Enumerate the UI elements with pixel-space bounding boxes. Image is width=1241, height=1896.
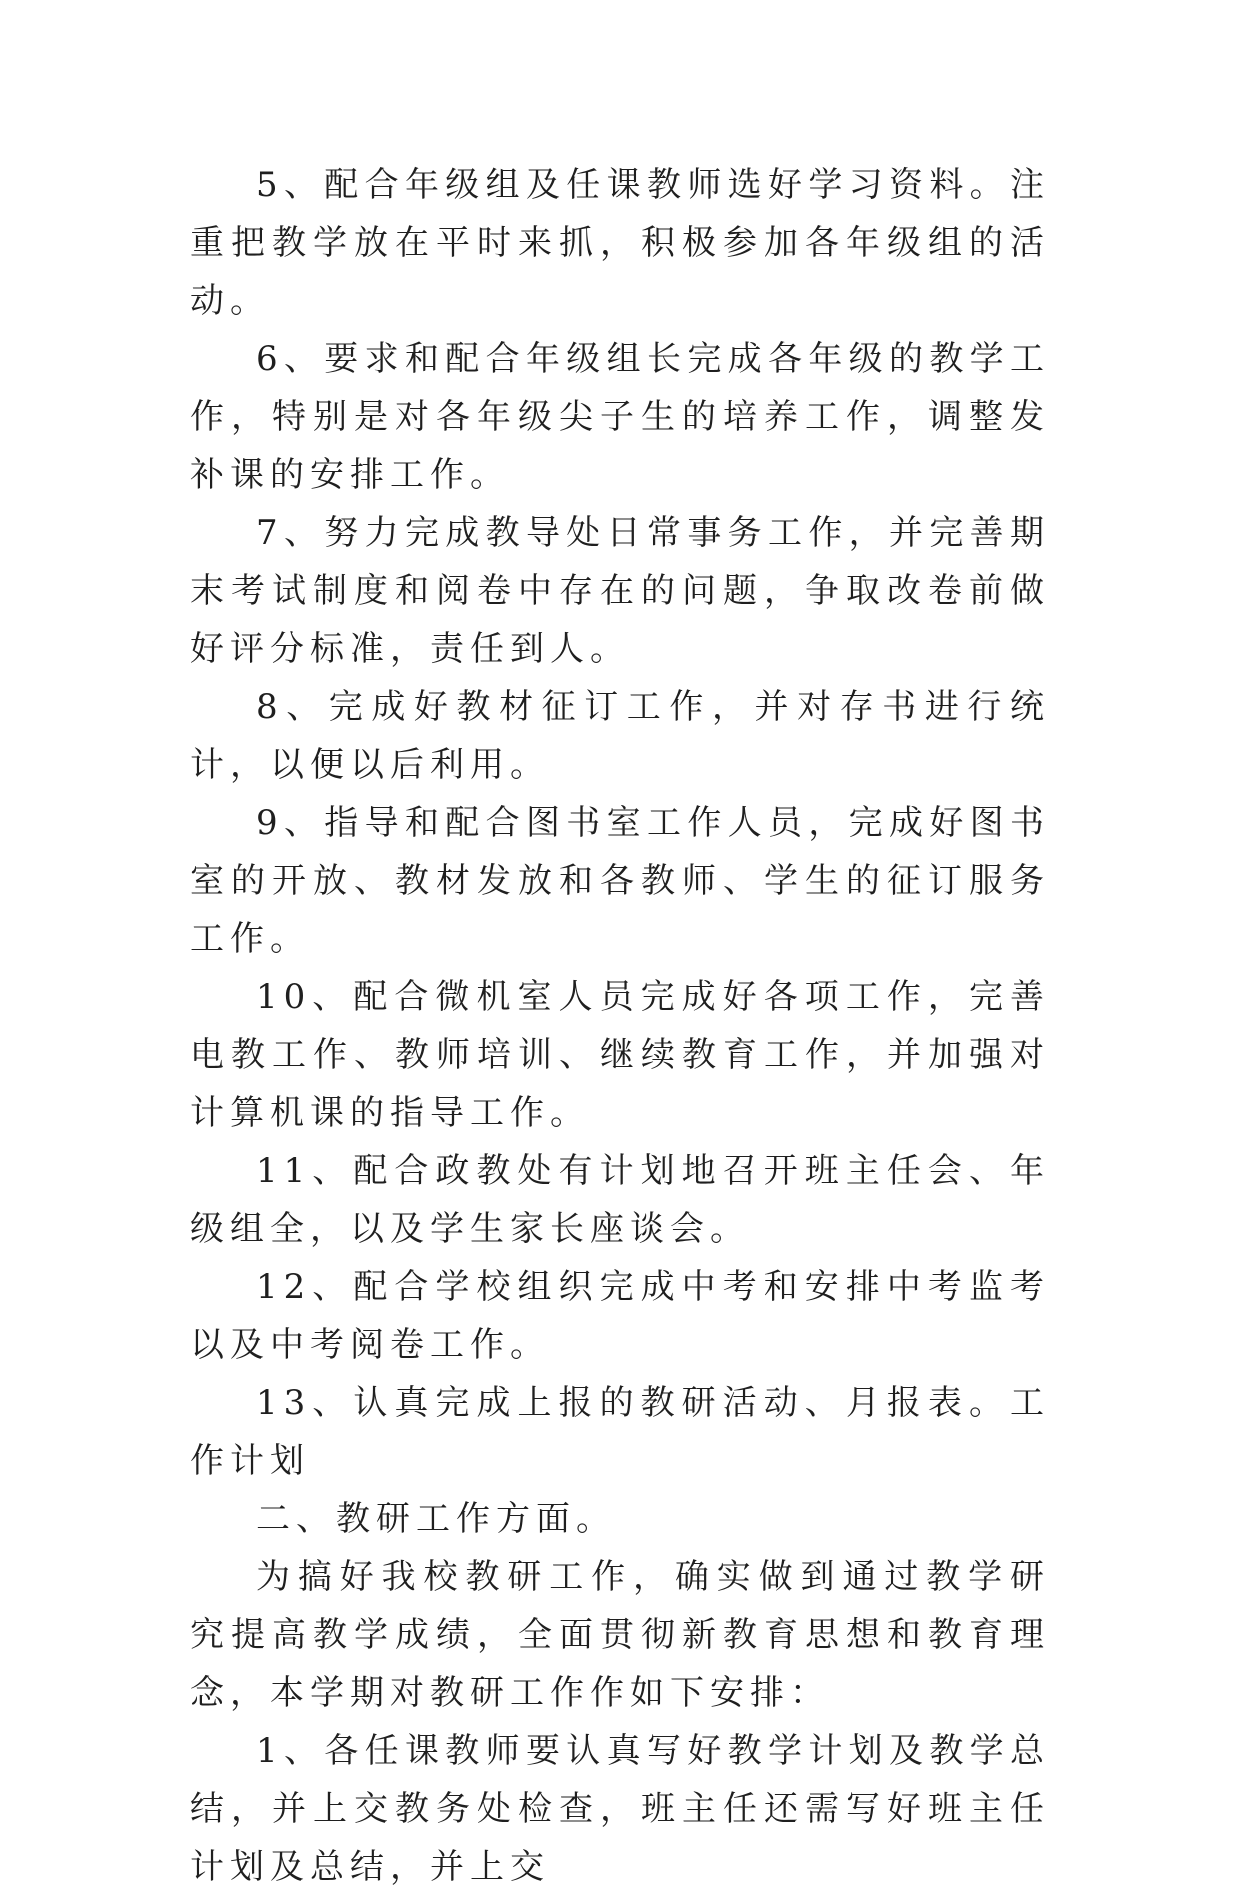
- paragraph-item-10: 10、配合微机室人员完成好各项工作，完善电教工作、教师培训、继续教育工作，并加强对计算机课的指导工作。: [190, 977, 1050, 1133]
- document-body: [190, 156, 1050, 1896]
- section-heading: 二、教研工作方面。: [256, 1499, 616, 1539]
- paragraph-item-6: 6、要求和配合年级组长完成各年级的教学工作，特别是对各年级尖子生的培养工作，调整发补课的安排工作。: [190, 339, 1050, 495]
- paragraph-item-5: 5、配合年级组及任课教师选好学习资料。注重把教学放在平时来抓，积极参加各年级组的活动。: [190, 165, 1050, 321]
- paragraph-item-1: 1、各任课教师要认真写好教学计划及教学总结，并上交教务处检查，班主任还需写好班主任计划及总结，并上交: [190, 1731, 1050, 1887]
- paragraph-item-7: 7、努力完成教导处日常事务工作，并完善期末考试制度和阅卷中存在的问题，争取改卷前做好评分标准，责任到人。: [190, 513, 1050, 669]
- paragraph-item-13: 13、认真完成上报的教研活动、月报表。工作计划: [190, 1383, 1050, 1481]
- paragraph-item-12: 12、配合学校组织完成中考和安排中考监考以及中考阅卷工作。: [190, 1267, 1050, 1365]
- section-intro-paragraph: 为搞好我校教研工作，确实做到通过教学研究提高教学成绩，全面贯彻新教育思想和教育理念，本学期对教研工作作如下安排：: [190, 1557, 1050, 1713]
- paragraph-item-11: 11、配合政教处有计划地召开班主任会、年级组全，以及学生家长座谈会。: [190, 1151, 1050, 1249]
- paragraph-item-9: 9、指导和配合图书室工作人员，完成好图书室的开放、教材发放和各教师、学生的征订服务工作。: [190, 803, 1050, 959]
- paragraph-item-8: 8、完成好教材征订工作，并对存书进行统计，以便以后利用。: [190, 687, 1050, 785]
